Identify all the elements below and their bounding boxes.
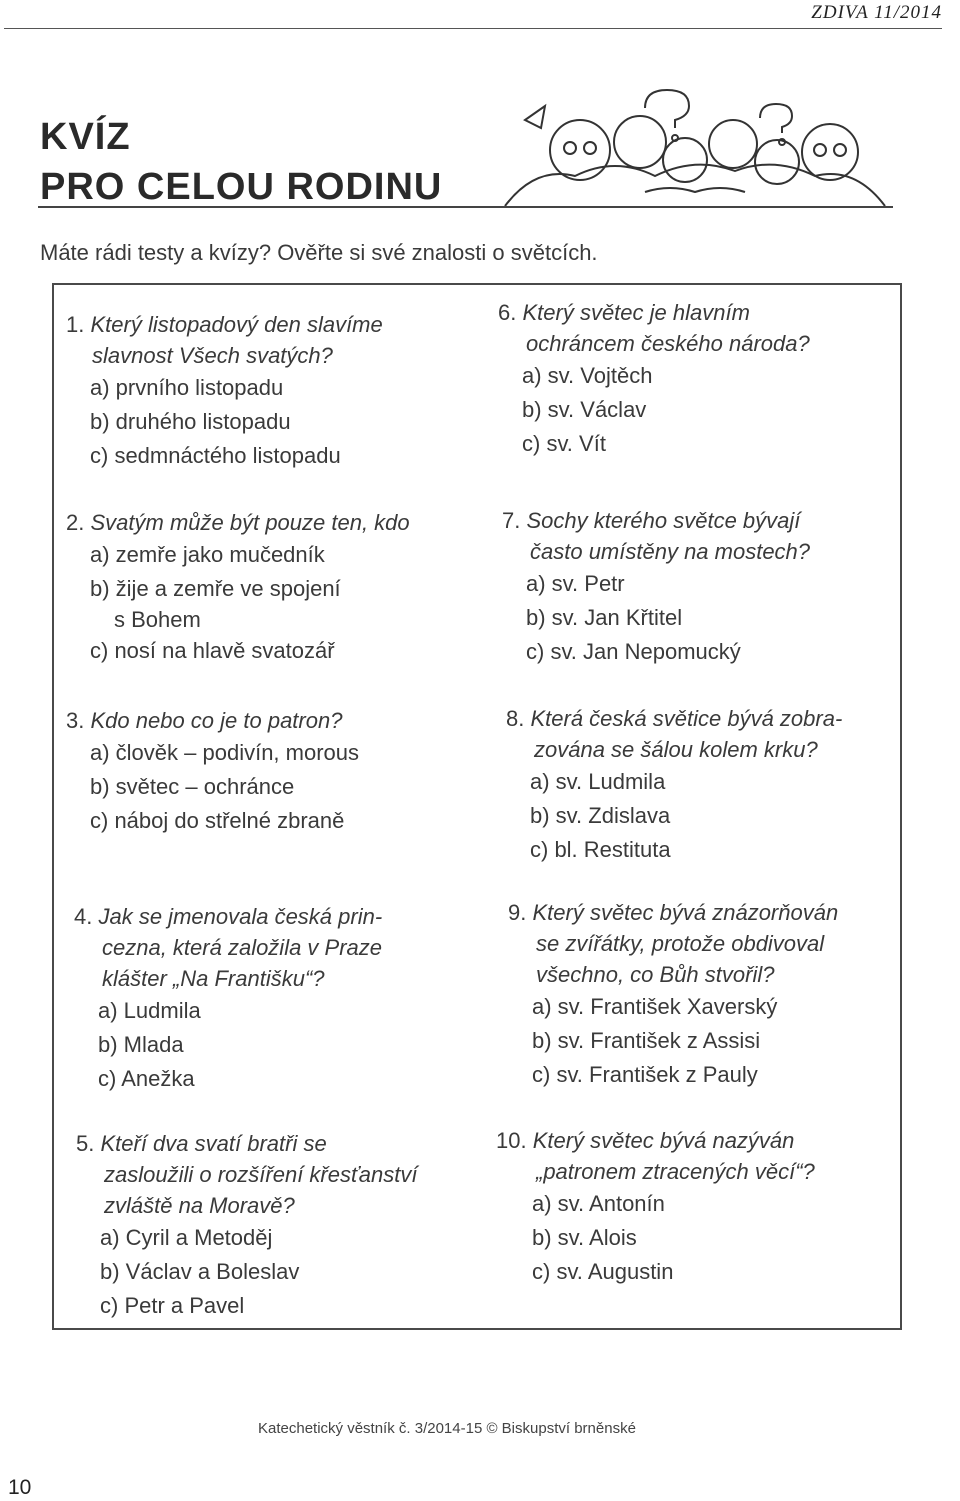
question-line: „patronem ztracených věcí“? bbox=[536, 1159, 815, 1184]
answer-option: b) sv. Jan Křtitel bbox=[526, 605, 683, 630]
title-line-1: KVÍZ bbox=[40, 116, 131, 158]
question-line: Sochy kterého světce bývají bbox=[526, 508, 801, 533]
quiz-box bbox=[52, 283, 902, 1330]
answer-option: a) sv. Ludmila bbox=[530, 769, 666, 794]
answer-option: b) sv. František z Assisi bbox=[532, 1028, 761, 1053]
question-number: 7. bbox=[502, 508, 521, 533]
question-number: 4. bbox=[74, 904, 93, 929]
question-line: se zvířátky, protože obdivoval bbox=[536, 931, 825, 956]
answer-option: c) sedmnáctého listopadu bbox=[90, 443, 341, 468]
answer-option: a) člověk – podivín, morous bbox=[90, 740, 360, 765]
question-line: Která česká světice bývá zobra- bbox=[530, 706, 843, 731]
answer-option: b) sv. Zdislava bbox=[530, 803, 671, 828]
answer-option: c) sv. Jan Nepomucký bbox=[526, 639, 741, 664]
question-text bbox=[506, 703, 842, 734]
question-line: zována se šálou kolem krku? bbox=[534, 737, 818, 762]
answer-option: c) Petr a Pavel bbox=[100, 1293, 245, 1318]
answer-option: b) světec – ochránce bbox=[90, 774, 295, 799]
question-8 bbox=[506, 703, 842, 867]
question-3 bbox=[66, 705, 359, 838]
question-7 bbox=[502, 505, 810, 669]
answer-option: b) Mlada bbox=[98, 1032, 184, 1057]
question-line: Který listopadový den slavíme bbox=[90, 312, 383, 337]
question-number: 3. bbox=[66, 708, 85, 733]
title-line-2: PRO CELOU RODINU bbox=[40, 166, 443, 208]
page-number: 10 bbox=[8, 1476, 32, 1499]
answer-option: a) zemře jako mučedník bbox=[90, 542, 325, 567]
answer-option: b) žije a zemře ve spojení bbox=[90, 576, 341, 601]
answer-option: a) Cyril a Metoděj bbox=[100, 1225, 273, 1250]
answer-option: c) nosí na hlavě svatozář bbox=[90, 638, 335, 663]
answer-option: b) Václav a Boleslav bbox=[100, 1259, 300, 1284]
question-line: ochráncem českého národa? bbox=[526, 331, 810, 356]
answer-option-continued: s Bohem bbox=[114, 607, 201, 632]
question-text bbox=[496, 1125, 815, 1156]
answer-option: a) sv. Vojtěch bbox=[522, 363, 653, 388]
question-10 bbox=[496, 1125, 815, 1289]
question-number: 5. bbox=[76, 1131, 95, 1156]
question-line: Kteří dva svatí bratři se bbox=[100, 1131, 327, 1156]
answer-option: c) sv. Vít bbox=[522, 431, 606, 456]
question-number: 6. bbox=[498, 300, 517, 325]
intro-text: Máte rádi testy a kvízy? Ověřte si své znalosti o světcích. bbox=[40, 240, 598, 265]
answer-option: a) sv. František Xaverský bbox=[532, 994, 778, 1019]
answer-option: c) bl. Restituta bbox=[530, 837, 671, 862]
answer-option: a) prvního listopadu bbox=[90, 375, 284, 400]
question-text bbox=[74, 901, 382, 932]
question-line: slavnost Všech svatých? bbox=[92, 343, 333, 368]
question-number: 8. bbox=[506, 706, 525, 731]
question-4 bbox=[74, 901, 382, 1096]
question-line: všechno, co Bůh stvořil? bbox=[536, 962, 775, 987]
title-rule bbox=[38, 206, 893, 208]
question-line: Který světec bývá znázorňován bbox=[532, 900, 839, 925]
question-text bbox=[502, 505, 810, 536]
question-2 bbox=[66, 507, 410, 668]
question-line: zasloužili o rozšíření křesťanství bbox=[104, 1162, 418, 1187]
answer-option: c) sv. František z Pauly bbox=[532, 1062, 758, 1087]
question-text bbox=[66, 507, 410, 538]
page-title bbox=[40, 112, 442, 212]
question-text bbox=[66, 309, 383, 340]
question-line: zvláště na Moravě? bbox=[104, 1193, 295, 1218]
family-with-question-marks-icon bbox=[495, 80, 895, 206]
answer-option: a) Ludmila bbox=[98, 998, 201, 1023]
answer-option: b) sv. Alois bbox=[532, 1225, 637, 1250]
question-number: 10. bbox=[496, 1128, 527, 1153]
answer-option: b) druhého listopadu bbox=[90, 409, 291, 434]
question-line: Který světec bývá nazýván bbox=[532, 1128, 795, 1153]
question-6 bbox=[498, 297, 810, 461]
question-line: často umístěny na mostech? bbox=[530, 539, 811, 564]
question-text bbox=[508, 897, 838, 928]
question-number: 2. bbox=[66, 510, 85, 535]
answer-option: a) sv. Petr bbox=[526, 571, 625, 596]
answer-option: c) sv. Augustin bbox=[532, 1259, 674, 1284]
question-line: cezna, která založila v Praze bbox=[102, 935, 383, 960]
question-9 bbox=[508, 897, 838, 1092]
question-number: 9. bbox=[508, 900, 527, 925]
answer-option: c) náboj do střelné zbraně bbox=[90, 808, 345, 833]
answer-option: c) Anežka bbox=[98, 1066, 195, 1091]
question-line: Jak se jmenovala česká prin- bbox=[98, 904, 383, 929]
question-number: 1. bbox=[66, 312, 85, 337]
question-text bbox=[76, 1128, 417, 1159]
question-1 bbox=[66, 309, 383, 473]
answer-option: b) sv. Václav bbox=[522, 397, 647, 422]
header-rule bbox=[4, 28, 942, 29]
question-line: Kdo nebo co je to patron? bbox=[90, 708, 343, 733]
question-line: Který světec je hlavním bbox=[522, 300, 750, 325]
footer-credit: Katechetický věstník č. 3/2014-15 © Biskupství brněnské bbox=[258, 1420, 636, 1437]
question-text bbox=[66, 705, 359, 736]
question-5 bbox=[76, 1128, 417, 1323]
question-line: Svatým může být pouze ten, kdo bbox=[90, 510, 410, 535]
question-text bbox=[498, 297, 810, 328]
answer-option: a) sv. Antonín bbox=[532, 1191, 665, 1216]
magazine-header: ZDIVA 11/2014 bbox=[811, 2, 942, 23]
question-line: klášter „Na Františku“? bbox=[102, 966, 325, 991]
